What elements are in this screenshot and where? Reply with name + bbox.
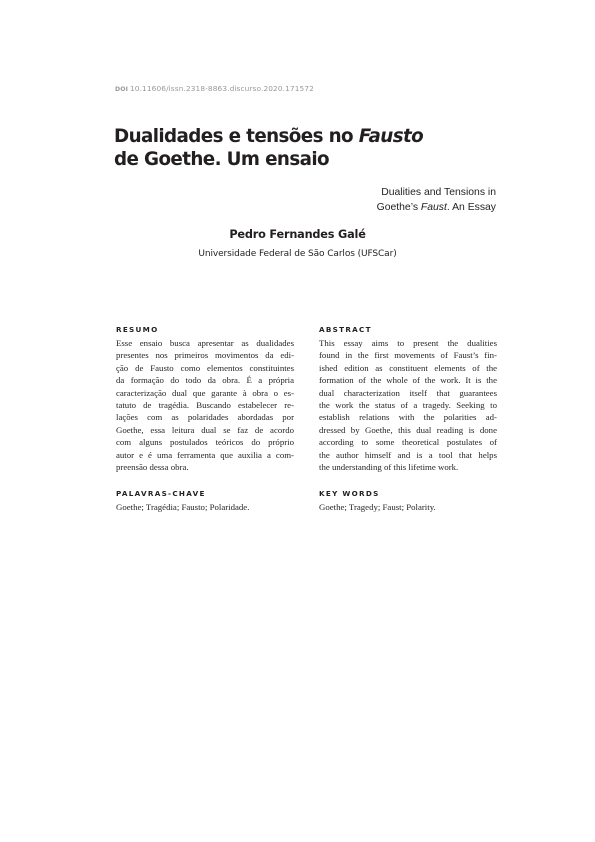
palavras-chave-section [116, 489, 294, 513]
english-title-italic-faust: Faust [420, 202, 447, 213]
resumo-line: caracterização dual que garante à obra o es- [116, 387, 294, 398]
abstract-line: according to some theoretical postulates of [319, 437, 497, 448]
abstract-line: establish relations with the polarities ad- [319, 412, 497, 423]
abstract-line: dual characterization itself that guarantees [319, 387, 497, 398]
key-words-heading: KEY WORDS [319, 489, 380, 498]
abstract-body [319, 337, 497, 473]
resumo-line: tatuto de tragédia. Buscando estabelecer re- [116, 400, 294, 411]
doi-label: DOI [115, 86, 128, 93]
resumo-line: Goethe, essa leitura dual se faz de acordo [116, 424, 294, 435]
resumo-line: Esse ensaio busca apresentar as dualidades [116, 338, 294, 348]
abstract-line: dressed by Goethe, this dual reading is done [319, 424, 497, 435]
doi-line [115, 84, 314, 93]
title-line-2: de Goethe. Um ensaio [114, 148, 329, 170]
doi-value: 10.11606/issn.2318-8863.discurso.2020.171572 [130, 84, 314, 93]
abstract-line: the author himself and is a tool that helps [319, 449, 497, 460]
abstract-heading: ABSTRACT [319, 325, 372, 334]
resumo-heading: RESUMO [116, 325, 159, 334]
title-line-1-text: Dualidades e tensões no [114, 126, 359, 147]
abstract-line: This essay aims to present the dualities [319, 338, 497, 348]
title-italic-fausto: Fausto [358, 126, 424, 147]
resumo-section [116, 325, 294, 473]
resumo-line: da formação do todo da obra. É a própria [116, 375, 294, 386]
resumo-line: ção de Fausto como elementos constituintes [116, 362, 294, 373]
english-title-line-2 [377, 200, 496, 215]
resumo-line: preensão dessa obra. [116, 462, 189, 473]
english-title-prefix: Goethe’s [376, 202, 421, 213]
english-title-line-1: Dualities and Tensions in [381, 187, 496, 198]
palavras-chave-heading: PALAVRAS-CHAVE [116, 489, 206, 498]
key-words-section [319, 489, 497, 513]
resumo-line: autor e é uma ferramenta que auxilia a com- [116, 449, 294, 460]
english-title [377, 185, 496, 215]
resumo-body [116, 337, 294, 473]
abstract-line: the understanding of this lifetime work. [319, 462, 459, 473]
key-words-text: Goethe; Tragedy; Faust; Polarity. [319, 502, 436, 512]
abstract-line: formation of the whole of the work. It is the [319, 375, 497, 386]
resumo-line: presentes nos primeiros movimentos da edi- [116, 350, 294, 361]
english-title-suffix: . An Essay [446, 202, 496, 213]
author-name: Pedro Fernandes Galé [229, 228, 366, 241]
resumo-line: com alguns postulados teóricos do próprio [116, 437, 294, 448]
abstract-line: the work the status of a tragedy. Seeking to [319, 400, 497, 411]
abstract-line: ished edition as constituent elements of the [319, 362, 497, 373]
palavras-chave-text: Goethe; Tragédia; Fausto; Polaridade. [116, 502, 250, 512]
article-title [114, 126, 494, 171]
abstract-section [319, 325, 497, 473]
author-affiliation: Universidade Federal de São Carlos (UFSCar) [198, 249, 397, 259]
resumo-line: lações com as polaridades abordadas por [116, 412, 294, 423]
title-line-1 [114, 126, 494, 149]
abstract-line: found in the first movements of Faust’s fin- [319, 350, 497, 361]
